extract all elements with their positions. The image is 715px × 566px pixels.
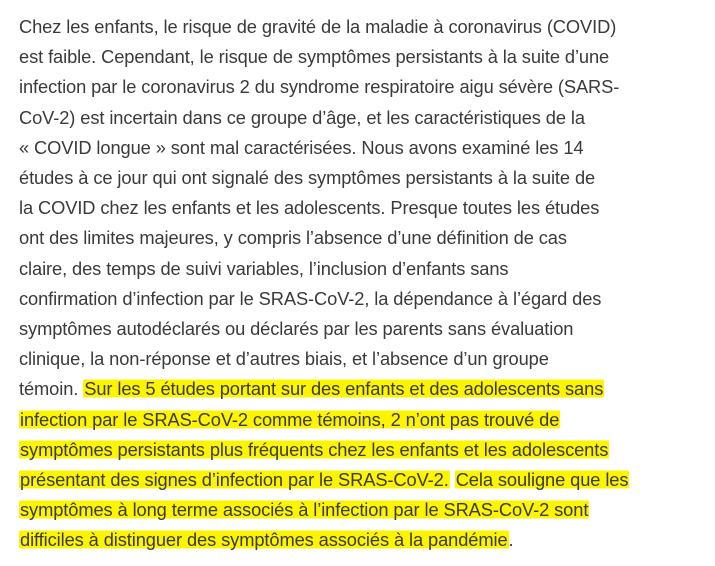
text-segment: . (508, 529, 514, 551)
text-segment: la COVID chez les enfants et les adolescents. Presque toutes les études (19, 197, 600, 219)
highlighted-text: symptômes persistants plus fréquents chez les enfants et les adolescents (20, 438, 609, 460)
text-line (19, 163, 705, 193)
text-line (19, 103, 705, 133)
text-segment: confirmation d’infection par le SRAS-CoV-2, la dépendance à l’égard des (19, 287, 602, 309)
text-line (19, 344, 705, 374)
text-line (19, 374, 705, 404)
text-line (19, 314, 705, 344)
highlighted-text: difficiles à distinguer des symptômes associés à la pandémie (20, 529, 508, 551)
text-line (19, 525, 705, 555)
text-segment: infection par le coronavirus 2 du syndrome respiratoire aigu sévère (SARS- (19, 76, 620, 98)
text-line (19, 405, 705, 435)
abstract-paragraph (19, 12, 705, 556)
text-segment: « COVID longue » sont mal caractérisées. Nous avons examiné les 14 (19, 136, 584, 158)
text-line (19, 193, 705, 223)
text-segment: claire, des temps de suivi variables, l’inclusion d’enfants sans (19, 257, 509, 279)
text-line (19, 435, 705, 465)
text-line (19, 72, 705, 102)
text-line (19, 254, 705, 284)
text-line (19, 284, 705, 314)
highlighted-text: Sur les 5 études portant sur des enfants et des adolescents sans (84, 378, 604, 400)
text-segment: est faible. Cependant, le risque de symptômes persistants à la suite d’une (19, 46, 610, 68)
text-segment: ont des limites majeures, y compris l’absence d’une définition de cas (19, 227, 567, 249)
text-segment (450, 469, 455, 490)
highlighted-text: symptômes à long terme associés à l’infection par le SRAS-CoV-2 sont (20, 499, 589, 521)
text-segment: symptômes autodéclarés ou déclarés par les parents sans évaluation (19, 318, 574, 340)
text-line (19, 12, 705, 42)
highlighted-text: présentant des signes d’infection par le SRAS-CoV-2. (20, 469, 449, 491)
text-line (19, 465, 705, 495)
text-line (19, 495, 705, 525)
text-segment: clinique, la non-réponse et d’autres biais, et l’absence d’un groupe (19, 348, 549, 370)
text-line (19, 223, 705, 253)
highlighted-text: Cela souligne que les (455, 469, 629, 491)
text-segment: études à ce jour qui ont signalé des symptômes persistants à la suite de (19, 167, 596, 189)
highlighted-text: infection par le SRAS-CoV-2 comme témoins, 2 n’ont pas trouvé de (20, 408, 560, 430)
text-segment: CoV-2) est incertain dans ce groupe d’âge, et les caractéristiques de la (19, 106, 585, 128)
text-line (19, 42, 705, 72)
text-segment: Chez les enfants, le risque de gravité de la maladie à coronavirus (COVID) (19, 16, 617, 37)
text-line (19, 133, 705, 163)
text-segment: témoin. (19, 378, 84, 400)
